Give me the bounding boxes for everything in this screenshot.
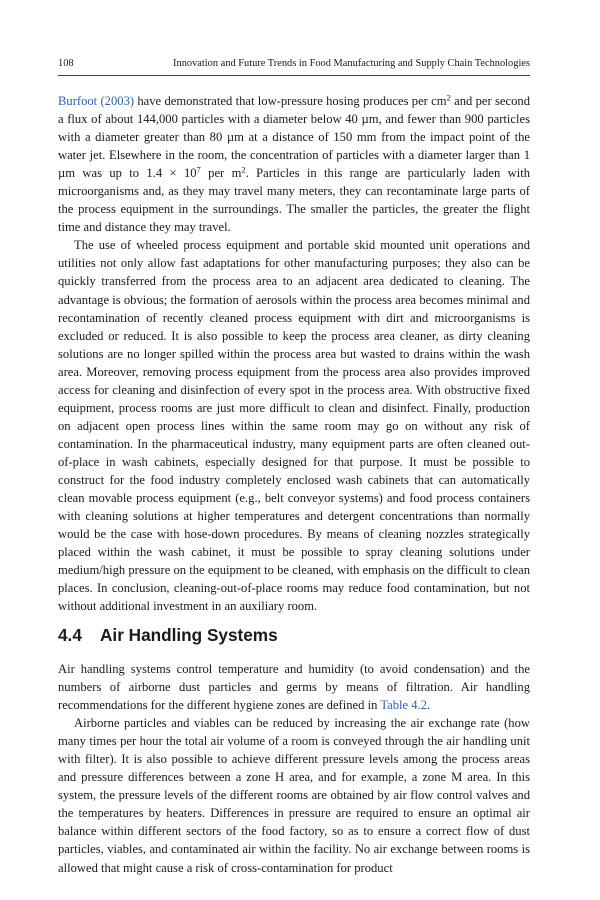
paragraph-text: per m <box>200 166 242 181</box>
paragraph-wheeled-equipment: The use of wheeled process equipment and portable skid mounted unit operations and utilities not only allow fast adaptations for other manufacturing purposes; they also can be quickly transferred from the process area to an adjacent area dedicated to cleaning. The advantage is obvious; the formation of aerosols within the process area becomes minimal and recontamination of recently cleaned process equipment with dirt and microorganisms is excluded or reduced. It is also possible to keep the process area cleaner, as dirty cleaning solutions are no longer spilled within the process area but wasted to drains within the wash area. Moreover, removing process equipment from the process area also provides improved access for cleaning and disinfection of every spot in the process area. With obstructive fixed equipment, process rooms are just more difficult to clean and disinfect. Finally, production on adjacent open process lines within the same room may go on without any risk of contamination. In the pharmaceutical industry, many equipment parts are often cleaned out-of-place in wash cabinets, especially designed for that purpose. It must be possible to construct for the food industry completely enclosed wash cabinets that can automatically clean movable process equipment (e.g., belt conveyor systems) and food process containers with cleaning solutions at higher temperatures and detergent concentrations than normally would be the case with hose-down procedures. By means of cleaning nozzles strategically placed within the wash cabinet, it must be possible to spray cleaning solutions under medium/high pressure on the equipment to be cleaned, with emphasis on the difficult to clean places. In conclusion, cleaning-out-of-place rooms may reduce food contamination, but not without additional investment in an auxiliary room. <box>58 238 530 614</box>
running-title: Innovation and Future Trends in Food Manufacturing and Supply Chain Technologies <box>173 58 530 69</box>
text-block-top <box>58 92 530 615</box>
paragraph-text: . Particles in this range are particularly laden with microorganisms and, as they may travel many meters, they can recontaminate large parts of the process equipment in the surroundings. The smaller the particles, the greater the flight time and distance they may travel. <box>58 166 530 235</box>
paragraph-text: Air handling systems control temperature and humidity (to avoid condensation) and the numbers of airborne dust particles and germs by means of filtration. Air handling recommendations for the different hygiene zones are defined in <box>58 662 530 713</box>
table-reference-link[interactable]: Table 4.2 <box>380 698 427 713</box>
text-block-bottom <box>58 660 530 877</box>
section-title: Air Handling Systems <box>100 625 278 645</box>
paragraph-text: . <box>427 698 431 713</box>
paragraph-airborne-particles: Airborne particles and viables can be reduced by increasing the air exchange rate (how many times per hour the total air volume of a room is conveyed through the air handling unit with filter). It is also possible to achieve different pressure levels among the process areas and pressure differences between a zone H area, and for example, a zone M area. In this system, the pressure levels of the different rooms are obtained by air flow control valves and the temperatures by heaters. Differences in pressure are required to ensure an optimal air balance within different sectors of the food factory, so as to ensure a correct flow of dust particles, viables, and contaminated air within the facility. No air exchange between rooms is allowed that might cause a risk of cross-contamination for product <box>58 716 530 875</box>
citation-link-burfoot[interactable]: Burfoot (2003) <box>58 94 135 108</box>
superscript: 7 <box>196 164 201 175</box>
header-rule <box>58 75 530 76</box>
superscript: 2 <box>446 92 451 103</box>
page-number: 108 <box>58 58 74 69</box>
superscript: 2 <box>241 164 246 175</box>
paragraph-text: and per second a flux of about 144,000 particles with a diameter below 40 µm, and fewer than 900 particles with a diameter greater than 80 µm at a distance of 150 mm from the impact point of the water jet. Elsewhere in the room, the concentration of particles with a diameter larger than 1 µm was up to 1.4 × 10 <box>58 94 530 181</box>
paragraph-air-handling <box>58 660 530 714</box>
paragraph-burfoot <box>58 92 530 236</box>
section-number: 4.4 <box>58 625 82 645</box>
paragraph-text: have demonstrated that low-pressure hosing produces per cm <box>134 94 447 108</box>
section-heading <box>58 624 278 646</box>
